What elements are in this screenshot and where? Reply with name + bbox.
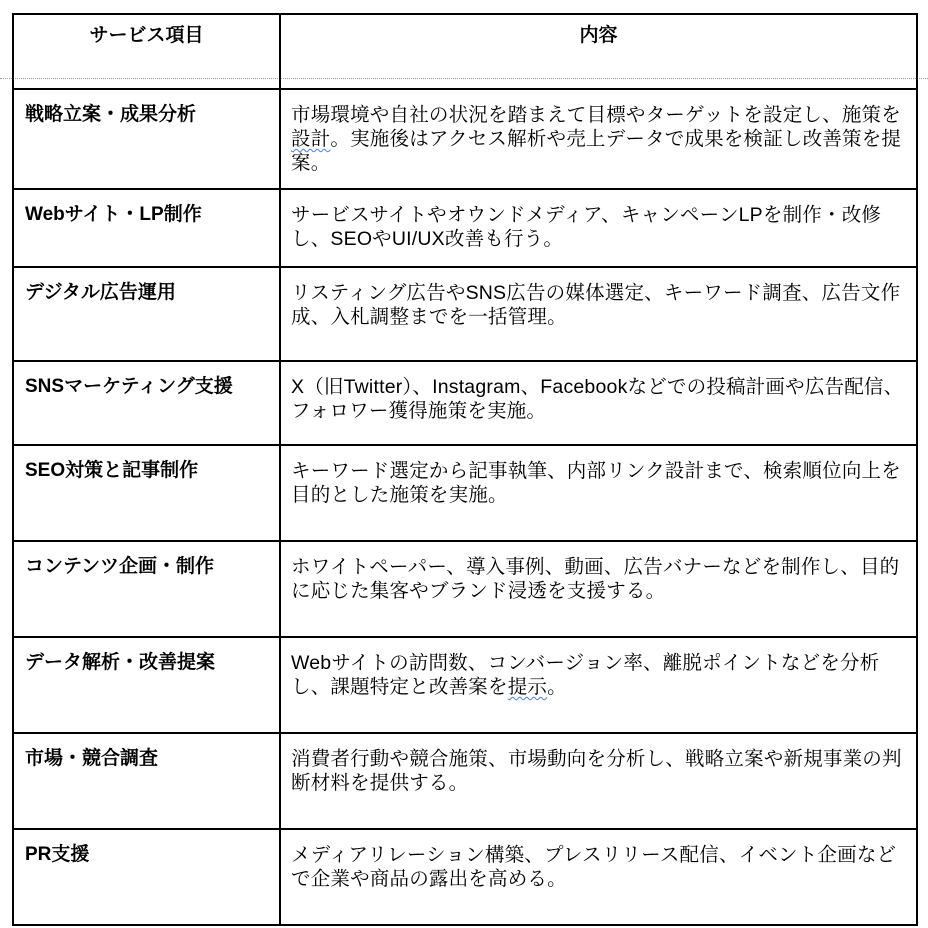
table-row (13, 733, 917, 829)
table-row (13, 361, 917, 445)
table-row (13, 445, 917, 541)
service-description[interactable] (280, 637, 917, 733)
service-description[interactable]: サービスサイトやオウンドメディア、キャンペーンLPを制作・改修し、SEOやUI/UX改善も行う。 (280, 189, 917, 267)
service-name: PR支援 (13, 829, 280, 925)
service-description[interactable] (280, 89, 917, 189)
service-name: SEO対策と記事制作 (13, 445, 280, 541)
table-row (13, 829, 917, 925)
table-row (13, 541, 917, 637)
desc-text: 。実施後はアクセス解析や売上データで成果を検証し改善策を提案。 (291, 128, 902, 174)
desc-text: Webサイトの訪問数、コンバージョン率、離脱ポイントなどを分析し、課題特定と改善案を (291, 652, 880, 698)
service-name: デジタル広告運用 (13, 267, 280, 361)
service-description[interactable]: ホワイトペーパー、導入事例、動画、広告バナーなどを制作し、目的に応じた集客やブランド浸透を支援する。 (280, 541, 917, 637)
spellcheck-mark: 設計 (291, 128, 331, 150)
header-service-item: サービス項目 (13, 14, 280, 89)
spellcheck-mark: 提示 (507, 676, 548, 698)
service-description[interactable]: メディアリレーション構築、プレスリリース配信、イベント企画などで企業や商品の露出を高める。 (280, 829, 917, 925)
service-name: コンテンツ企画・制作 (13, 541, 280, 637)
table-row (13, 89, 917, 189)
service-name: Webサイト・LP制作 (13, 189, 280, 267)
desc-text: 市場環境や自社の状況を踏まえて目標やターゲットを設定し、施策を (291, 104, 901, 126)
service-description[interactable]: X（旧Twitter）、Instagram、Facebookなどでの投稿計画や広告配信、フォロワー獲得施策を実施。 (280, 361, 917, 445)
service-name: 市場・競合調査 (13, 733, 280, 829)
service-name: データ解析・改善提案 (13, 637, 280, 733)
header-content: 内容 (280, 14, 917, 89)
header-row (13, 14, 917, 89)
table-row (13, 267, 917, 361)
service-description[interactable]: 消費者行動や競合施策、市場動向を分析し、戦略立案や新規事業の判断材料を提供する。 (280, 733, 917, 829)
table-row (13, 637, 917, 733)
service-name: 戦略立案・成果分析 (13, 89, 280, 189)
service-description[interactable]: キーワード選定から記事執筆、内部リンク設計まで、検索順位向上を目的とした施策を実施。 (280, 445, 917, 541)
desc-text: 。 (547, 676, 567, 698)
table-row (13, 189, 917, 267)
services-table (12, 13, 918, 926)
service-description[interactable]: リスティング広告やSNS広告の媒体選定、キーワード調査、広告文作成、入札調整までを一括管理。 (280, 267, 917, 361)
service-name: SNSマーケティング支援 (13, 361, 280, 445)
